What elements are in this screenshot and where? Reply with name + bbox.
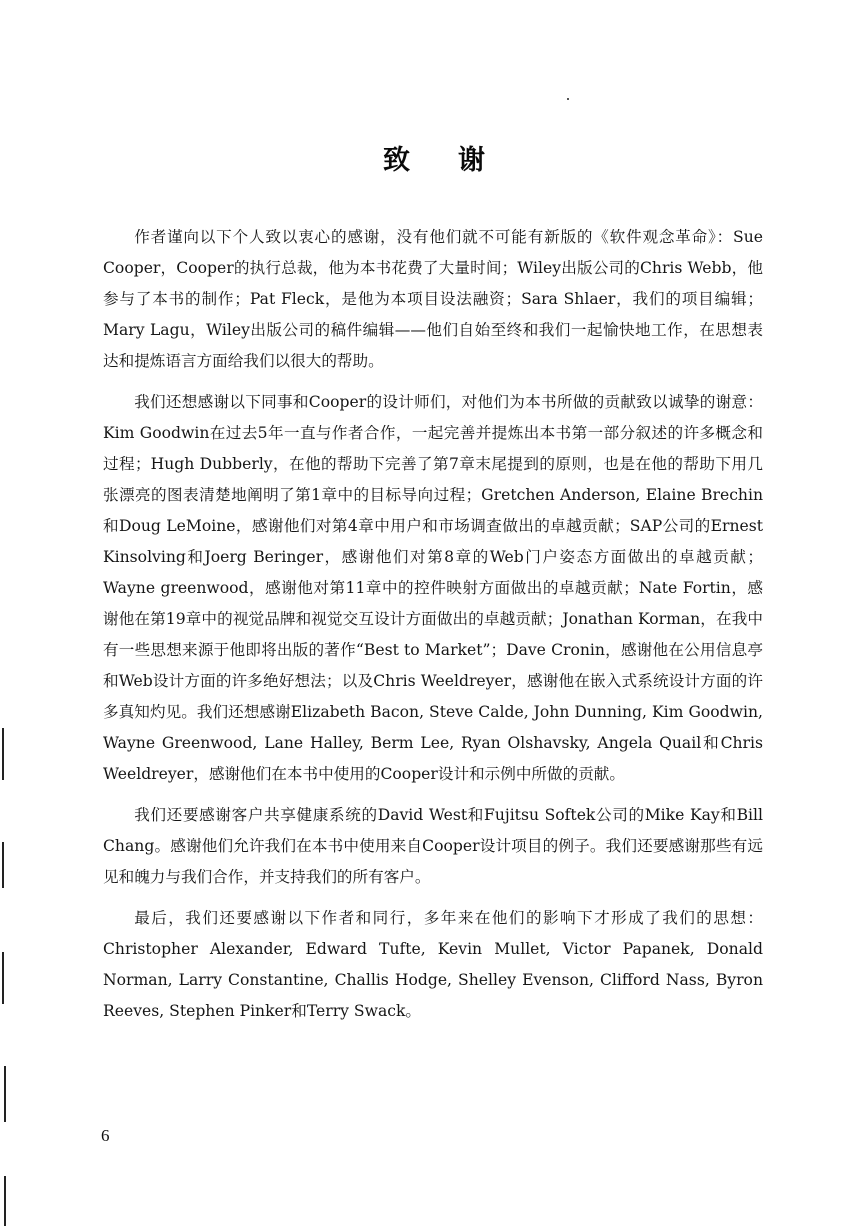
paragraph-3: 我们还要感谢客户共享健康系统的David West和Fujitsu Softek公司的Mike Kay和Bill Chang。感谢他们允许我们在本书中使用来自Cooper设计项目的例子。我们还要感谢那些有远见和魄力与我们合作，并支持我们的所有客户。 [103,806,763,886]
acknowledgements-body [103,222,763,1037]
paragraph-2: 我们还想感谢以下同事和Cooper的设计师们，对他们为本书所做的贡献致以诚挚的谢意：Kim Goodwin在过去5年一直与作者合作，一起完善并提炼出本书第一部分叙述的许多概念和过程；Hugh Dubberly，在他的帮助下完善了第7章末尾提到的原则，也是在他的帮助下用几张漂亮的图表清楚地阐明了第1章中的目标导向过程；Gretchen Anderson, Elaine Brechin和Doug LeMoine，感谢他们对第4章中用户和市场调查做出的卓越贡献；SAP公司的Ernest Kinsolving和Joerg Beringer，感谢他们对第8章的Web门户姿态方面做出的卓越贡献；Wayne greenwood，感谢他对第11章中的控件映射方面做出的卓越贡献；Nate Fortin，感谢他在第19章中的视觉品牌和视觉交互设计方面做出的卓越贡献；Jonathan Korman，在我中有一些思想来源于他即将出版的著作“Best to Market”；Dave Cronin，感谢他在公用信息亭和Web设计方面的许多绝好想法；以及Chris Weeldreyer，感谢他在嵌入式系统设计方面的许多真知灼见。我们还想感谢Elizabeth Bacon, Steve Calde, John Dunning, Kim Goodwin, Wayne Greenwood, Lane Halley, Berm Lee, Ryan Olshavsky, Angela Quail和Chris Weeldreyer，感谢他们在本书中使用的Cooper设计和示例中所做的贡献。 [103,393,763,783]
page-title: 致谢 [383,145,533,176]
paragraph-1: 作者谨向以下个人致以衷心的感谢，没有他们就不可能有新版的《软件观念革命》：Sue Cooper，Cooper的执行总裁，他为本书花费了大量时间；Wiley出版公司的Chris Webb，他参与了本书的制作；Pat Fleck，是他为本项目设法融资；Sara Shlaer，我们的项目编辑；Mary Lagu，Wiley出版公司的稿件编辑——他们自始至终和我们一起愉快地工作，在思想表达和提炼语言方面给我们以很大的帮助。 [103,228,763,370]
scan-edge-mark [2,842,4,888]
scan-dot [567,98,569,100]
scan-edge-mark [2,952,4,1004]
page-number: 6 [101,1126,110,1145]
paragraph-4: 最后，我们还要感谢以下作者和同行，多年来在他们的影响下才形成了我们的思想：Christopher Alexander, Edward Tufte, Kevin Mullet, Victor Papanek, Donald Norman, Larry Constantine, Challis Hodge, Shelley Evenson, Clifford Nass, Byron Reeves, Stephen Pinker和Terry Swack。 [103,909,763,1020]
scan-edge-mark [2,728,4,780]
scan-edge-mark [4,1066,6,1122]
scan-edge-mark [4,1176,6,1226]
